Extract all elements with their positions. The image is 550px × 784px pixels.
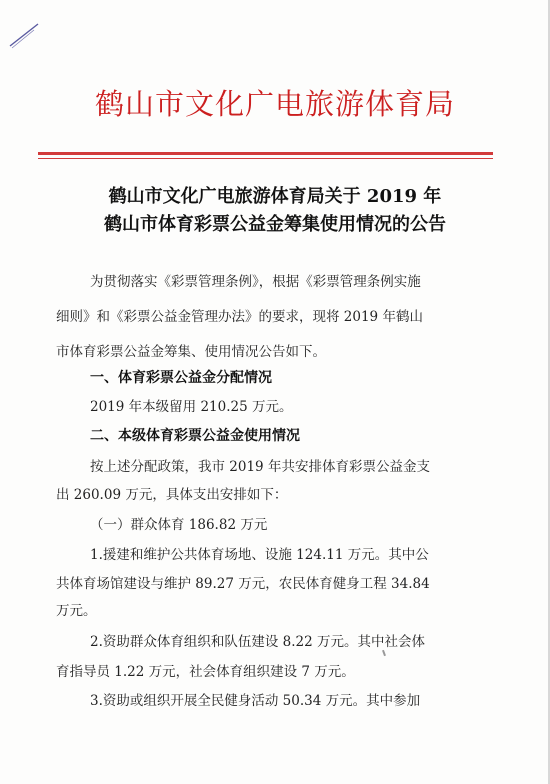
subsection-1-heading: （一）群众体育 186.82 万元 [90,517,268,533]
pen-tick-mark [382,650,386,656]
item-1-line-1: 1.援建和维护公共体育场地、设施 124.11 万元。其中公 [90,547,429,563]
pen-stroke-mark [8,20,40,50]
section-1-heading: 一、体育彩票公益金分配情况 [90,370,272,386]
item-2-line-2: 育指导员 1.22 万元，社会体育组织建设 7 万元。 [56,664,355,680]
intro-line-2: 细则》和《彩票公益金管理办法》的要求，现将 2019 年鹤山 [56,309,423,325]
item-2-line-1: 2.资助群众体育组织和队伍建设 8.22 万元。其中社会体 [90,634,426,650]
item-3-line-1: 3.资助或组织开展全民健身活动 50.34 万元。其中参加 [90,693,421,709]
section-2-line-2: 出 260.09 万元，具体支出安排如下： [56,487,288,503]
section-2-heading: 二、本级体育彩票公益金使用情况 [90,428,300,444]
header-rule-thin [38,158,493,159]
header-rule-thick [38,152,493,155]
intro-line-3: 市体育彩票公益金筹集、使用情况公告如下。 [56,344,326,360]
item-1-line-3: 万元。 [56,603,97,619]
document-title [0,183,550,239]
title-line-2: 鹤山市体育彩票公益金筹集使用情况的公告 [104,214,446,235]
item-1-line-2: 共体育场馆建设与维护 89.27 万元，农民体育健身工程 34.84 [56,576,430,592]
intro-line-1: 为贯彻落实《彩票管理条例》，根据《彩票管理条例实施 [90,274,421,290]
header-org-name: 鹤山市文化广电旅游体育局 [94,87,455,121]
section-2-line-1: 按上述分配政策，我市 2019 年共安排体育彩票公益金支 [90,459,430,475]
title-line-1: 鹤山市文化广电旅游体育局关于 2019 年 [108,186,442,207]
section-1-text: 2019 年本级留用 210.25 万元。 [90,399,293,415]
